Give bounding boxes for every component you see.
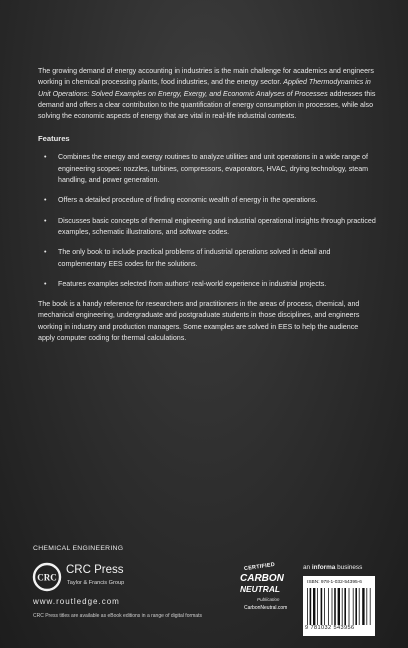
publisher-url[interactable]: www.routledge.com [33, 597, 120, 606]
publisher-name: CRC Press [66, 564, 124, 576]
carbon-neutral-badge [236, 560, 306, 620]
informa-tagline [303, 564, 362, 571]
outro-paragraph: The book is a handy reference for researchers and practitioners in the areas of process, chemical, and mechanical engineering, undergraduate and postgraduate students in those disciplines, and engineers working in industry and production managers. Some examples are solved in EES to help the audience apply computer coding for thermal calculations. [38, 300, 360, 343]
informa-brand: informa [311, 564, 336, 571]
cert-carbon: CARBON [240, 573, 284, 584]
isbn-barcode [303, 576, 375, 636]
intro-text-2: addresses this demand and offers a clear contribution to the quantification of energy consumption in processes, while also solving the economic aspects of energy that are vital in real-life industrial contexts. [38, 89, 376, 121]
cert-label: CERTIFIED [243, 561, 276, 573]
bullet-icon: • [44, 153, 47, 162]
feature-item [38, 152, 376, 186]
isbn-text: ISBN: 978-1-032-54395-6 [307, 580, 362, 585]
publisher-group: Taylor & Francis Group [67, 580, 125, 586]
cert-neutral: NEUTRAL [240, 584, 281, 594]
cover-footer [0, 540, 408, 648]
bullet-icon: • [44, 196, 47, 205]
feature-text: Offers a detailed procedure of finding economic wealth of energy in the operations. [58, 196, 318, 205]
features-heading: Features [38, 134, 70, 144]
feature-item [38, 195, 376, 206]
feature-item [38, 216, 376, 239]
intro-paragraph [38, 66, 376, 122]
bullet-icon: • [44, 216, 47, 225]
informa-prefix: an [303, 564, 312, 571]
feature-item [38, 279, 376, 290]
feature-text: Discusses basic concepts of thermal engineering and industrial operational insights through practiced examples, schematic illustrations, and software codes. [58, 216, 376, 236]
intro-text-1: The growing demand of energy accounting in industries is the main challenge for academics and engineers working in chemical processing plants, food industries, and the energy sector. [38, 67, 374, 87]
feature-text: The only book to include practical problems of industrial operations solved in detail and complementary EES codes for the solutions. [58, 248, 331, 268]
feature-text: Features examples selected from authors' real-world experience in industrial projects. [58, 279, 327, 288]
feature-text: Combines the energy and exergy routines to analyze utilities and unit operations in a wide range of engineering scopes: nozzles, turbines, compressors, evaporators, HVAC, drying technology, steam handling, and power generation. [58, 153, 369, 185]
crc-logo-icon [32, 562, 62, 592]
feature-item [38, 247, 376, 270]
bullet-icon: • [44, 248, 47, 257]
barcode-number: 9 781032 543956 [305, 625, 355, 631]
features-list [38, 152, 376, 290]
crc-logo-text: CRC [37, 572, 57, 583]
barcode-icon [307, 588, 371, 625]
back-cover-text [38, 66, 376, 344]
cert-publication: Publication [257, 597, 280, 602]
bullet-icon: • [44, 279, 47, 288]
cert-site: CarbonNeutral.com [244, 605, 288, 611]
book-title: Applied Thermodynamics in Unit Operations: Solved Examples on Energy, Exergy, and Economic Analyses of Processes [38, 78, 371, 98]
subject-category: CHEMICAL ENGINEERING [33, 545, 124, 552]
informa-suffix: business [335, 564, 363, 571]
ebook-note: CRC Press titles are available as eBook editions in a range of digital formats [33, 613, 202, 619]
